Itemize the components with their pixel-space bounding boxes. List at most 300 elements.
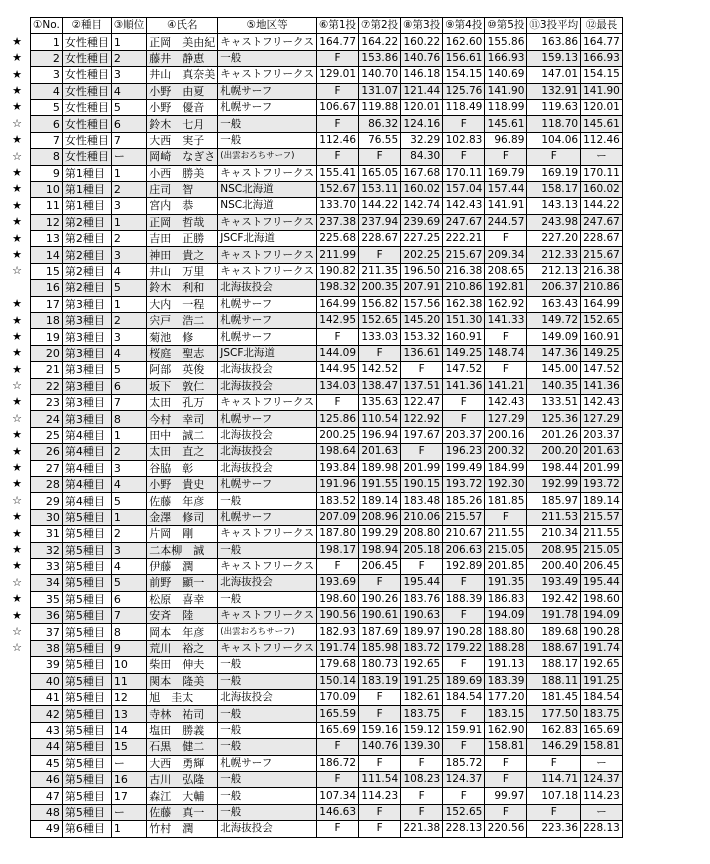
cell-region: 札幌サーフ [218,83,317,99]
cell-throw-5: 141.90 [485,83,527,99]
cell-rank: 3 [111,198,146,214]
cell-throw-2: 156.82 [359,296,401,312]
cell-throw-3: 183.72 [401,640,443,656]
cell-throw-3: 195.44 [401,575,443,591]
cell-throw-2: 159.16 [359,722,401,738]
cell-avg: 200.20 [527,444,581,460]
cell-region: 一般 [218,116,317,132]
star-mark-icon [4,280,30,296]
cell-throw-1: 190.56 [316,608,358,624]
cell-throw-4: 156.61 [443,50,485,66]
cell-rank: 12 [111,690,146,706]
cell-best: 191.74 [581,640,623,656]
cell-throw-1: F [316,50,358,66]
cell-region: 札幌サーフ [218,509,317,525]
cell-throw-3: 202.25 [401,247,443,263]
results-table [30,17,623,838]
cell-rank: 2 [111,313,146,329]
cell-rank: 8 [111,411,146,427]
cell-throw-2: 152.65 [359,313,401,329]
cell-name: 竹村 潤 [147,821,218,837]
cell-no: 39 [31,657,63,673]
table-row [31,99,623,115]
star-mark-icon: ☆ [12,264,22,278]
cell-throw-3: F [401,755,443,771]
cell-no: 48 [31,804,63,820]
cell-avg: 223.36 [527,821,581,837]
cell-event: 第5種目 [62,558,111,574]
header-row [31,18,623,34]
cell-avg: 159.13 [527,50,581,66]
cell-rank: 2 [111,444,146,460]
cell-throw-3: 139.30 [401,739,443,755]
cell-avg: 208.95 [527,542,581,558]
cell-throw-5: F [485,755,527,771]
cell-throw-5: 183.39 [485,673,527,689]
cell-rank: 1 [111,296,146,312]
cell-throw-2: 144.22 [359,198,401,214]
cell-rank: 3 [111,542,146,558]
cell-throw-2: 138.47 [359,378,401,394]
cell-throw-4: 247.67 [443,214,485,230]
cell-name: 柴田 伸夫 [147,657,218,673]
header-region: ⑤地区等 [218,18,317,34]
cell-throw-5: 99.97 [485,788,527,804]
cell-region: キャストフリークス [218,558,317,574]
cell-throw-4: 141.36 [443,378,485,394]
cell-no: 4 [31,83,63,99]
cell-throw-2: 131.07 [359,83,401,99]
cell-name: 関本 隆美 [147,673,218,689]
cell-best: 215.05 [581,542,623,558]
cell-best: 141.90 [581,83,623,99]
cell-rank: 1 [111,427,146,443]
cell-throw-1: 200.25 [316,427,358,443]
table-row [31,755,623,771]
cell-throw-3: 32.29 [401,132,443,148]
cell-throw-1: 183.52 [316,493,358,509]
cell-no: 21 [31,362,63,378]
cell-best: 124.37 [581,771,623,787]
cell-name: 二本柳 誠 [147,542,218,558]
cell-throw-4: 216.38 [443,263,485,279]
cell-event: 女性種目 [62,34,111,50]
cell-event: 第3種目 [62,394,111,410]
cell-region: 一般 [218,804,317,820]
cell-throw-2: 119.88 [359,99,401,115]
cell-event: 第4種目 [62,493,111,509]
cell-no: 45 [31,755,63,771]
cell-region: 北海抜投会 [218,378,317,394]
cell-throw-1: F [316,116,358,132]
cell-name: 今村 幸司 [147,411,218,427]
cell-throw-2: F [359,247,401,263]
cell-name: 大西 実子 [147,132,218,148]
cell-best: 215.57 [581,509,623,525]
cell-throw-4: 215.67 [443,247,485,263]
cell-throw-1: 191.96 [316,476,358,492]
cell-rank: 5 [111,280,146,296]
cell-rank: 1 [111,821,146,837]
cell-throw-5: 162.92 [485,296,527,312]
cell-event: 第5種目 [62,591,111,607]
cell-rank: 2 [111,181,146,197]
cell-throw-1: F [316,771,358,787]
cell-event: 第5種目 [62,640,111,656]
cell-throw-5: 141.91 [485,198,527,214]
cell-avg: 145.00 [527,362,581,378]
cell-region: 北海抜投会 [218,460,317,476]
cell-region: キャストフリークス [218,165,317,181]
cell-throw-5: 194.09 [485,608,527,624]
cell-best: ー [581,149,623,165]
cell-throw-1: 190.82 [316,263,358,279]
star-mark-icon: ★ [12,215,22,229]
cell-best: 112.46 [581,132,623,148]
cell-region: NSC北海道 [218,181,317,197]
cell-throw-3: 153.32 [401,329,443,345]
cell-throw-3: 190.15 [401,476,443,492]
table-row [31,198,623,214]
cell-avg: 147.36 [527,345,581,361]
cell-name: 吉田 正勝 [147,231,218,247]
cell-event: 第3種目 [62,378,111,394]
cell-throw-4: 222.21 [443,231,485,247]
cell-region: 札幌サーフ [218,99,317,115]
cell-region: 北海抜投会 [218,444,317,460]
cell-region: 一般 [218,722,317,738]
cell-name: 桜庭 聖志 [147,345,218,361]
cell-event: 第2種目 [62,263,111,279]
star-mark-icon: ★ [12,182,22,196]
table-row [31,788,623,804]
cell-best: 192.65 [581,657,623,673]
cell-throw-4: 157.04 [443,181,485,197]
cell-best: 160.02 [581,181,623,197]
table-row [31,345,623,361]
cell-throw-3: 84.30 [401,149,443,165]
cell-name: 太田 孔万 [147,394,218,410]
cell-best: 142.43 [581,394,623,410]
cell-name: 大内 一程 [147,296,218,312]
cell-throw-1: 112.46 [316,132,358,148]
cell-event: 第5種目 [62,542,111,558]
cell-region: JSCF北海道 [218,231,317,247]
cell-no: 5 [31,99,63,115]
cell-name: 小野 由夏 [147,83,218,99]
cell-event: 第1種目 [62,181,111,197]
cell-throw-3: 207.91 [401,280,443,296]
star-mark-icon: ★ [12,608,22,622]
star-mark-icon: ★ [12,477,22,491]
cell-avg: 143.13 [527,198,581,214]
cell-avg: 163.43 [527,296,581,312]
cell-no: 42 [31,706,63,722]
cell-best: 194.09 [581,608,623,624]
cell-throw-3: 142.74 [401,198,443,214]
cell-name: 松原 喜幸 [147,591,218,607]
cell-throw-3: 197.67 [401,427,443,443]
cell-name: 小野 貴史 [147,476,218,492]
cell-no: 25 [31,427,63,443]
table-row [31,739,623,755]
cell-rank: 3 [111,460,146,476]
star-mark-icon: ☆ [12,493,22,507]
cell-name: 坂下 敦仁 [147,378,218,394]
cell-throw-4: 196.23 [443,444,485,460]
cell-throw-1: 193.84 [316,460,358,476]
cell-region: キャストフリークス [218,526,317,542]
cell-event: 第5種目 [62,509,111,525]
star-mark-icon [4,771,30,787]
star-mark-icon: ★ [12,526,22,540]
cell-avg: F [527,755,581,771]
cell-best: 206.45 [581,558,623,574]
cell-rank: 17 [111,788,146,804]
cell-throw-4: F [443,411,485,427]
cell-avg: 146.29 [527,739,581,755]
star-mark-icon: ★ [12,428,22,442]
cell-throw-4: 206.63 [443,542,485,558]
cell-throw-5: 141.21 [485,378,527,394]
cell-throw-5: 166.93 [485,50,527,66]
star-mark-icon: ★ [12,198,22,212]
cell-event: 第5種目 [62,673,111,689]
cell-throw-4: 185.26 [443,493,485,509]
cell-throw-2: 140.70 [359,67,401,83]
cell-no: 10 [31,181,63,197]
cell-rank: 4 [111,476,146,492]
cell-throw-4: F [443,739,485,755]
cell-throw-2: 133.03 [359,329,401,345]
cell-throw-5: F [485,149,527,165]
cell-throw-3: 120.01 [401,99,443,115]
cell-name: 小野 優音 [147,99,218,115]
cell-name: 宮内 恭 [147,198,218,214]
cell-throw-1: 146.63 [316,804,358,820]
cell-event: 第5種目 [62,755,111,771]
cell-region: 一般 [218,788,317,804]
cell-region: 一般 [218,706,317,722]
star-mark-icon: ★ [12,34,22,48]
star-mark-icon: ★ [12,362,22,376]
cell-region: 札幌サーフ [218,296,317,312]
cell-throw-5: F [485,329,527,345]
cell-event: 女性種目 [62,116,111,132]
cell-throw-3: 124.16 [401,116,443,132]
cell-best: 165.69 [581,722,623,738]
cell-event: 第5種目 [62,722,111,738]
cell-throw-3: 157.56 [401,296,443,312]
cell-event: 第2種目 [62,280,111,296]
cell-region: JSCF北海道 [218,345,317,361]
cell-region: キャストフリークス [218,640,317,656]
cell-name: 井山 真奈美 [147,67,218,83]
cell-throw-2: 190.26 [359,591,401,607]
cell-name: 岡崎 なぎさ [147,149,218,165]
cell-throw-4: F [443,149,485,165]
cell-best: 195.44 [581,575,623,591]
cell-throw-5: 191.35 [485,575,527,591]
cell-best: 154.15 [581,67,623,83]
cell-avg: 212.33 [527,247,581,263]
cell-throw-1: 150.14 [316,673,358,689]
cell-name: 正岡 哲哉 [147,214,218,230]
star-mark-icon: ★ [12,297,22,311]
star-mark-icon: ★ [12,543,22,556]
cell-throw-1: 198.17 [316,542,358,558]
cell-no: 38 [31,640,63,656]
cell-no: 49 [31,821,63,837]
cell-throw-4: 125.76 [443,83,485,99]
header-no: ①No. [31,18,63,34]
cell-region: 北海抜投会 [218,821,317,837]
cell-avg: 163.86 [527,34,581,50]
cell-throw-1: F [316,739,358,755]
cell-rank: 6 [111,378,146,394]
star-mark-icon [4,673,30,689]
cell-no: 34 [31,575,63,591]
cell-best: 201.99 [581,460,623,476]
cell-avg: 118.70 [527,116,581,132]
star-mark-icon: ★ [12,166,22,180]
table-body [31,34,623,837]
table-row [31,132,623,148]
cell-throw-2: 190.61 [359,608,401,624]
cell-no: 17 [31,296,63,312]
cell-throw-5: F [485,509,527,525]
cell-throw-2: 180.73 [359,657,401,673]
cell-best: 228.13 [581,821,623,837]
cell-best: 141.36 [581,378,623,394]
cell-avg: 149.72 [527,313,581,329]
cell-throw-1: 182.93 [316,624,358,640]
cell-throw-1: F [316,329,358,345]
cell-throw-2: F [359,575,401,591]
cell-name: 安斉 陸 [147,608,218,624]
cell-throw-4: 184.54 [443,690,485,706]
cell-name: 鈴木 七月 [147,116,218,132]
cell-best: 191.25 [581,673,623,689]
cell-no: 28 [31,476,63,492]
cell-best: 193.72 [581,476,623,492]
cell-throw-5: 220.56 [485,821,527,837]
cell-throw-2: 76.55 [359,132,401,148]
cell-avg: 133.51 [527,394,581,410]
cell-throw-5: 200.32 [485,444,527,460]
cell-throw-4: 154.15 [443,67,485,83]
star-mark-icon: ★ [12,84,22,98]
table-row [31,50,623,66]
cell-avg: F [527,149,581,165]
cell-region: 一般 [218,771,317,787]
cell-throw-2: 199.29 [359,526,401,542]
cell-rank: 5 [111,575,146,591]
cell-region: 北海抜投会 [218,575,317,591]
cell-avg: 206.37 [527,280,581,296]
cell-rank: 15 [111,739,146,755]
star-mark-icon: ★ [12,395,22,409]
table-row [31,624,623,640]
cell-throw-1: 129.01 [316,67,358,83]
cell-avg: F [527,804,581,820]
cell-rank: 1 [111,509,146,525]
cell-throw-5: 244.57 [485,214,527,230]
cell-best: ー [581,755,623,771]
cell-throw-4: 193.72 [443,476,485,492]
cell-event: 第4種目 [62,427,111,443]
cell-throw-3: 191.25 [401,673,443,689]
star-mark-icon [4,739,30,755]
cell-rank: 3 [111,67,146,83]
cell-throw-2: 153.11 [359,181,401,197]
cell-throw-1: 225.68 [316,231,358,247]
cell-throw-4: 147.52 [443,362,485,378]
cell-avg: 104.06 [527,132,581,148]
cell-no: 18 [31,313,63,329]
cell-no: 14 [31,247,63,263]
cell-throw-2: F [359,345,401,361]
cell-throw-4: 124.37 [443,771,485,787]
cell-region: 一般 [218,542,317,558]
cell-throw-1: 207.09 [316,509,358,525]
cell-throw-5: 158.81 [485,739,527,755]
cell-avg: 181.45 [527,690,581,706]
cell-avg: 132.91 [527,83,581,99]
cell-throw-3: 210.06 [401,509,443,525]
cell-event: 女性種目 [62,99,111,115]
cell-throw-1: 198.64 [316,444,358,460]
cell-name: 小西 勝美 [147,165,218,181]
star-mark-icon [4,804,30,820]
cell-region: 一般 [218,657,317,673]
header-throw-5: ⑩第5投 [485,18,527,34]
cell-avg: 191.78 [527,608,581,624]
cell-no: 37 [31,624,63,640]
cell-throw-1: 106.67 [316,99,358,115]
cell-rank: 1 [111,214,146,230]
cell-best: 210.86 [581,280,623,296]
cell-throw-2: 211.35 [359,263,401,279]
cell-rank: ー [111,149,146,165]
cell-best: 144.22 [581,198,623,214]
cell-throw-2: 114.23 [359,788,401,804]
cell-rank: 16 [111,771,146,787]
cell-rank: 2 [111,526,146,542]
cell-throw-3: F [401,362,443,378]
cell-throw-2: 191.55 [359,476,401,492]
cell-name: 伊藤 潤 [147,558,218,574]
cell-throw-1: 186.72 [316,755,358,771]
cell-rank: 1 [111,165,146,181]
cell-no: 41 [31,690,63,706]
cell-name: 岡本 年彦 [147,624,218,640]
cell-throw-5: 192.30 [485,476,527,492]
cell-rank: 7 [111,132,146,148]
star-mark-icon: ★ [12,559,22,573]
star-mark-icon: ★ [12,231,22,245]
cell-throw-5: 201.85 [485,558,527,574]
cell-throw-3: 167.68 [401,165,443,181]
star-mark-icon: ★ [12,100,22,114]
cell-name: 庄司 智 [147,181,218,197]
cell-throw-2: F [359,804,401,820]
cell-throw-2: 200.35 [359,280,401,296]
cell-name: 井山 万里 [147,263,218,279]
cell-throw-1: 211.99 [316,247,358,263]
cell-name: 古川 弘隆 [147,771,218,787]
cell-avg: 188.11 [527,673,581,689]
